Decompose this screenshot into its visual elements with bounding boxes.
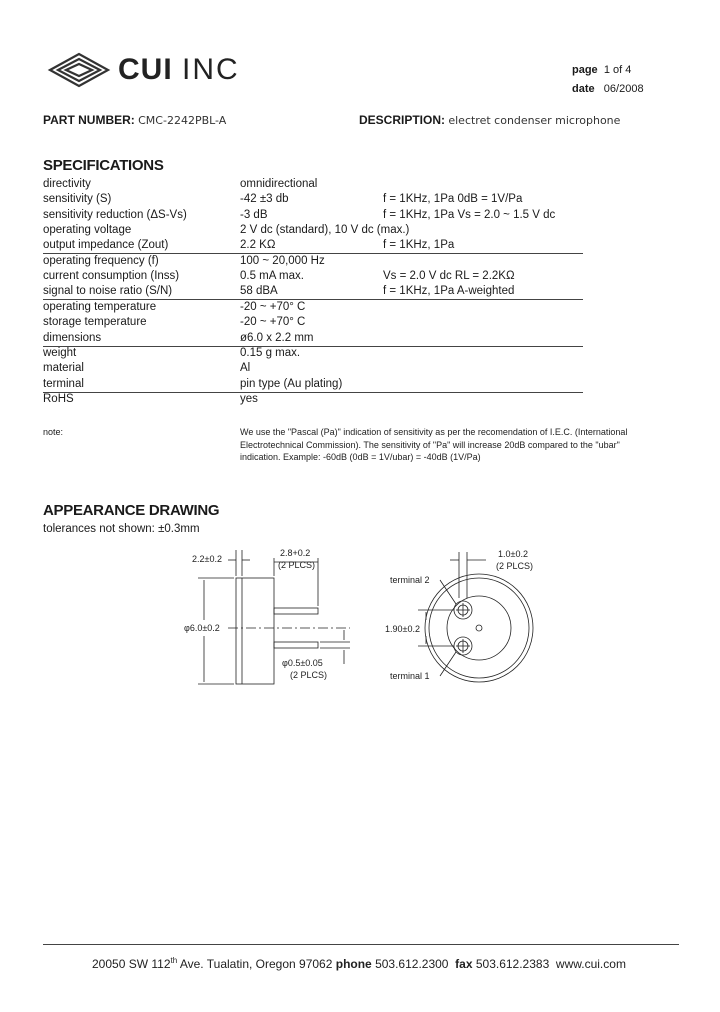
spec-value: Al <box>240 362 251 375</box>
dim-pin-length-qty: (2 PLCS) <box>278 560 316 570</box>
spec-row <box>43 377 583 393</box>
footer-fax: 503.612.2383 <box>475 957 550 971</box>
company-logo <box>46 50 251 90</box>
spec-value: yes <box>240 392 258 405</box>
spec-param: operating temperature <box>43 300 157 313</box>
spec-param: sensitivity (S) <box>43 193 112 206</box>
company-name-suffix: INC <box>182 53 240 86</box>
spec-value: -3 dB <box>240 208 268 221</box>
footer-address: 20050 SW 112 <box>92 957 171 971</box>
spec-param: RoHS <box>43 392 74 405</box>
spec-row <box>43 208 583 223</box>
footer-address-rest: Ave. Tualatin, Oregon 97062 <box>177 957 336 971</box>
spec-cond: Vs = 2.0 V dc RL = 2.2KΩ <box>383 270 515 283</box>
part-number <box>43 113 226 127</box>
terminal-2-label: terminal 2 <box>390 575 430 585</box>
footer <box>92 956 626 971</box>
spec-row <box>43 269 583 284</box>
date-label: date <box>572 83 595 95</box>
spec-param: directivity <box>43 178 91 190</box>
spec-param: operating voltage <box>43 224 132 237</box>
spec-param: terminal <box>43 377 84 390</box>
dim-spacing: 1.90±0.2 <box>385 624 420 634</box>
footer-phone: 503.612.2300 <box>375 957 449 971</box>
spec-param: storage temperature <box>43 316 147 329</box>
spec-value: 0.15 g max. <box>240 346 301 359</box>
footer-phone-label: phone <box>335 957 372 971</box>
description-value: electret condenser microphone <box>448 114 621 127</box>
spec-value: pin type (Au plating) <box>240 377 343 390</box>
spec-row <box>43 315 583 330</box>
dim-thickness: 2.2±0.2 <box>192 554 222 564</box>
spec-value: 58 dBA <box>240 285 278 298</box>
spec-value: 0.5 mA max. <box>240 270 304 283</box>
dim-pad: 1.0±0.2 <box>498 549 528 559</box>
spec-param: current consumption (Inss) <box>43 270 180 283</box>
company-name-bold: CUI <box>118 53 173 86</box>
cui-logo-icon <box>46 50 112 90</box>
spec-row <box>43 361 583 376</box>
spec-param: dimensions <box>43 331 102 344</box>
spec-param: material <box>43 362 84 375</box>
spec-value: -20 ~ +70° C <box>240 300 306 313</box>
spec-row <box>43 284 583 300</box>
spec-param: weight <box>43 346 77 359</box>
page-label: page <box>572 64 598 76</box>
spec-value: ø6.0 x 2.2 mm <box>240 331 314 344</box>
footer-web[interactable]: www.cui.com <box>555 957 626 971</box>
mic-body-front <box>425 574 533 682</box>
spec-value: -42 ±3 db <box>240 193 289 206</box>
spec-cond: f = 1KHz, 1Pa 0dB = 1V/Pa <box>383 193 523 206</box>
spec-param: signal to noise ratio (S/N) <box>43 285 173 298</box>
company-name <box>118 53 240 87</box>
spec-row <box>43 346 583 361</box>
spec-row <box>43 223 583 238</box>
spec-row <box>43 331 583 347</box>
spec-value: omnidirectional <box>240 178 318 190</box>
specifications-title: SPECIFICATIONS <box>43 157 164 174</box>
part-number-label: PART NUMBER: <box>43 113 135 127</box>
pin-lower <box>274 642 318 648</box>
note-label: note: <box>43 427 64 437</box>
appearance-title: APPEARANCE DRAWING <box>43 502 220 519</box>
spec-param: output impedance (Zout) <box>43 239 169 252</box>
spec-cond: f = 1KHz, 1Pa A-weighted <box>383 285 515 298</box>
spec-row <box>43 254 583 269</box>
footer-divider <box>43 944 679 945</box>
spec-row <box>43 177 583 192</box>
tolerance-note: tolerances not shown: ±0.3mm <box>43 523 200 535</box>
footer-fax-label: fax <box>455 957 473 971</box>
date-meta <box>572 83 644 95</box>
page-value: 1 of 4 <box>603 64 632 76</box>
spec-param: operating frequency (f) <box>43 254 159 267</box>
dim-pin-diameter-qty: (2 PLCS) <box>290 670 328 680</box>
spec-value: -20 ~ +70° C <box>240 316 306 329</box>
spec-cond: f = 1KHz, 1Pa Vs = 2.0 ~ 1.5 V dc <box>383 208 556 221</box>
date-value: 06/2008 <box>603 83 644 95</box>
dim-pin-length: 2.8+0.2 <box>280 548 311 558</box>
page-meta <box>572 64 631 76</box>
dim-pad-qty: (2 PLCS) <box>496 561 534 571</box>
spec-value: 2.2 KΩ <box>240 239 276 252</box>
pin-upper <box>274 608 318 614</box>
dim-pin-diameter: φ0.5±0.05 <box>282 658 323 668</box>
spec-row <box>43 392 583 407</box>
note-text: We use the "Pascal (Pa)" indication of sensitivity as per the recomendation of I.E.C. (International Electrotechnical Commission). The sensitivity of "Pa" will increase 20dB compared to the "ubar" indication. Example: -60dB (0dB = 1V/ubar) = -40dB (1V/Pa) <box>240 427 628 462</box>
description-label: DESCRIPTION: <box>359 113 446 127</box>
spec-value: 100 ~ 20,000 Hz <box>240 254 325 267</box>
spec-row <box>43 238 583 254</box>
part-number-value: CMC-2242PBL-A <box>138 114 227 127</box>
spec-row <box>43 192 583 207</box>
appearance-drawing <box>150 540 570 690</box>
spec-row <box>43 300 583 315</box>
dim-diameter: φ6.0±0.2 <box>184 623 220 633</box>
spec-param: sensitivity reduction (ΔS-Vs) <box>43 208 187 221</box>
footer-address-sup: th <box>170 956 178 965</box>
spec-cond: f = 1KHz, 1Pa <box>383 239 455 252</box>
description <box>359 113 620 127</box>
terminal-1-label: terminal 1 <box>390 671 430 681</box>
spec-value: 2 V dc (standard), 10 V dc (max.) <box>240 224 410 237</box>
